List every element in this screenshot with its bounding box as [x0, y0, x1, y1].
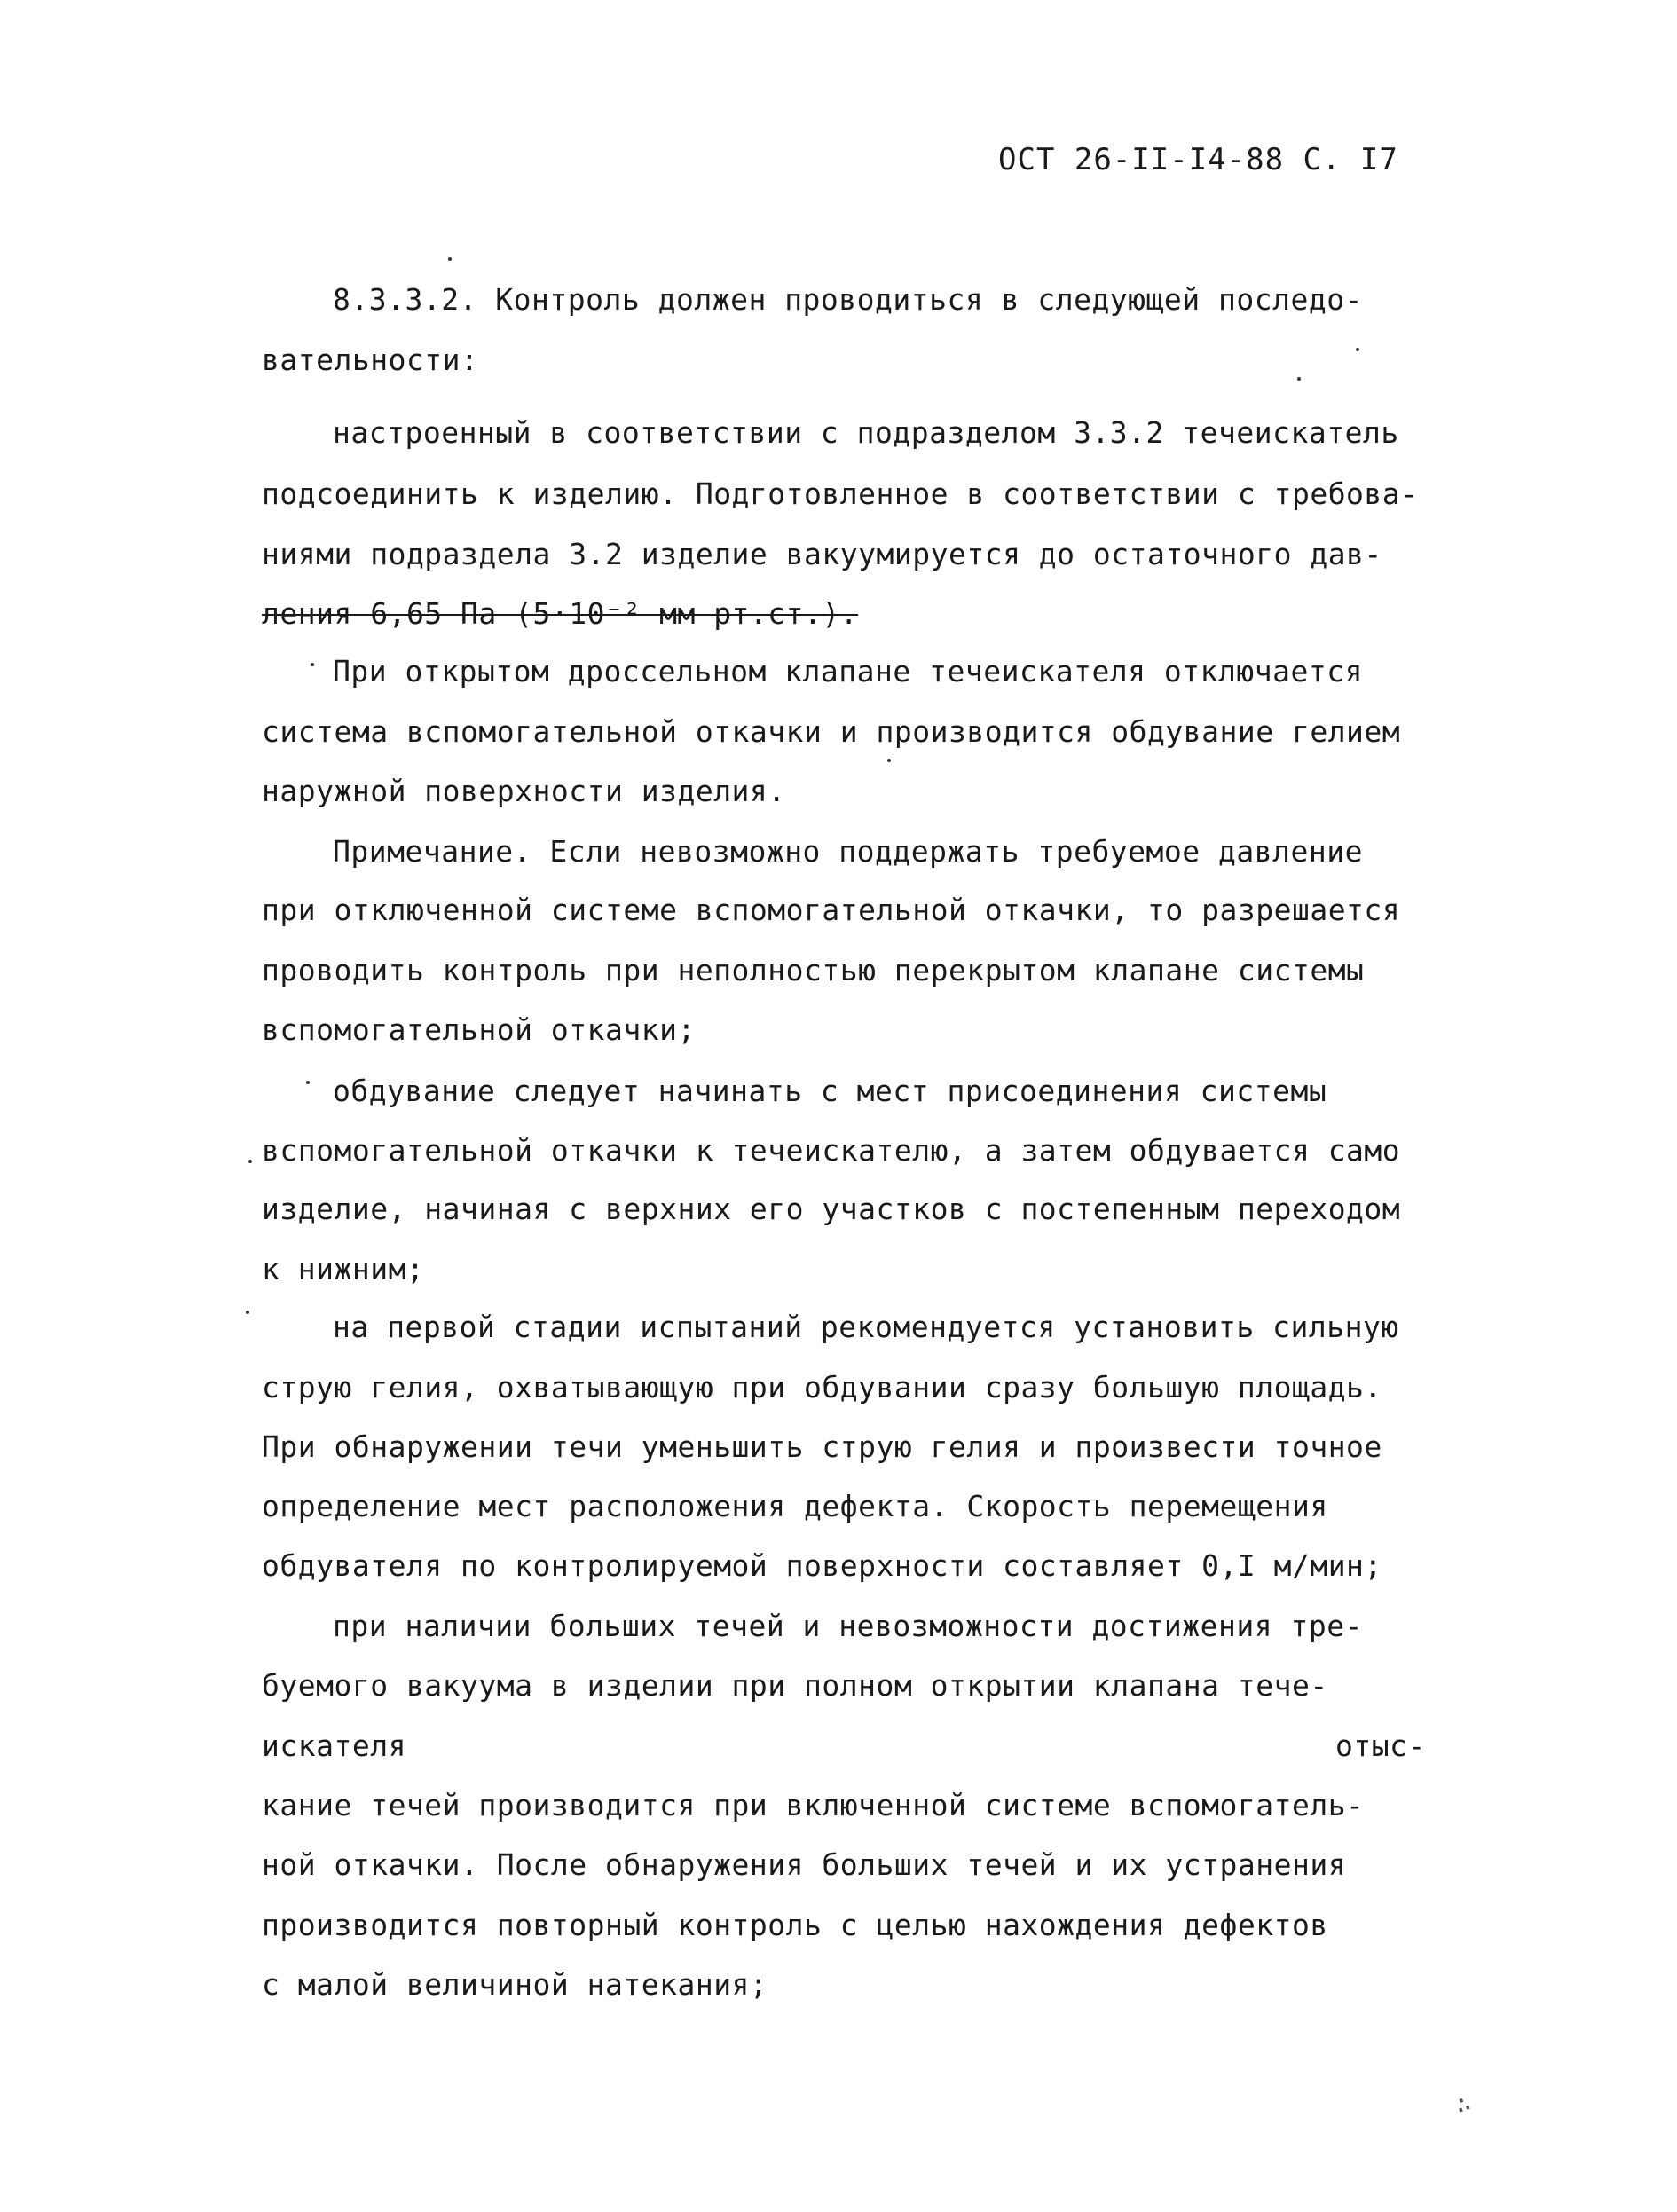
scan-speck: [887, 759, 891, 762]
text-line: вательности:: [262, 342, 479, 377]
text-line-continuation: отыс-: [1335, 1728, 1426, 1763]
scan-speck: [1297, 377, 1301, 381]
text-line: искателя: [262, 1728, 406, 1763]
text-line: при наличии больших течей и невозможности достижения тре-: [333, 1609, 1363, 1643]
scan-speck: [246, 1311, 249, 1314]
text-line: струю гелия, охватывающую при обдувании сразу большую площадь.: [262, 1370, 1382, 1405]
text-line: буемого вакуума в изделии при полном открытии клапана тече-: [262, 1668, 1328, 1703]
scan-speck: [448, 257, 452, 261]
text-line: кание течей производится при включенной системе вспомогатель-: [262, 1788, 1365, 1822]
text-line: ниями подраздела 3.2 изделие вакуумируется до остаточного дав-: [262, 537, 1382, 571]
text-line: производится повторный контроль с целью нахождения дефектов: [262, 1908, 1328, 1942]
text-line: вспомогательной откачки к течеискателю, а затем обдувается само: [262, 1133, 1401, 1168]
text-line: наружной поверхности изделия.: [262, 774, 786, 808]
text-line: проводить контроль при неполностью перекрытом клапане системы: [262, 953, 1365, 988]
scan-speck: [311, 663, 314, 666]
text-line: изделие, начиная с верхних его участков с постепенным переходом: [262, 1192, 1401, 1226]
page-header: ОСТ 26-II-I4-88 С. I7: [998, 142, 1398, 177]
text-line: При обнаружении течи уменьшить струю гелия и произвести точное: [262, 1429, 1382, 1464]
text-line: обдувание следует начинать с мест присоединения системы: [333, 1074, 1327, 1108]
text-line: с малой величиной натекания;: [262, 1967, 768, 2002]
text-line: на первой стадии испытаний рекомендуется установить сильную: [333, 1310, 1399, 1344]
scan-speck: [1356, 348, 1359, 351]
text-line: настроенный в соответствии с подразделом 3.3.2 течеискатель: [333, 415, 1399, 450]
text-line: система вспомогательной откачки и производится обдувание гелием: [262, 714, 1401, 749]
text-line: при отключенной системе вспомогательной откачки, то разрешается: [262, 893, 1401, 927]
scan-mark-glyph: ∴: [1450, 2088, 1475, 2121]
scan-speck: [248, 1160, 252, 1163]
text-line: к нижним;: [262, 1252, 425, 1287]
text-line: подсоединить к изделию. Подготовленное в соответствии с требова-: [262, 476, 1419, 511]
scan-speck: [306, 1081, 310, 1084]
note-line: Примечание. Если невозможно поддержать требуемое давление: [333, 834, 1363, 869]
text-line: обдувателя по контролируемой поверхности составляет 0,I м/мин;: [262, 1548, 1382, 1583]
text-line: При открытом дроссельном клапане течеискателя отключается: [333, 654, 1363, 689]
text-line: 8.3.3.2. Контроль должен проводиться в следующей последо-: [333, 282, 1363, 317]
struck-text-line: ления 6,65 Па (5·10⁻² мм рт.ст.).: [262, 596, 859, 631]
text-line: вспомогательной откачки;: [262, 1012, 696, 1047]
text-line: определение мест расположения дефекта. Скорость перемещения: [262, 1489, 1328, 1523]
text-line: ной откачки. После обнаружения больших течей и их устранения: [262, 1847, 1347, 1882]
